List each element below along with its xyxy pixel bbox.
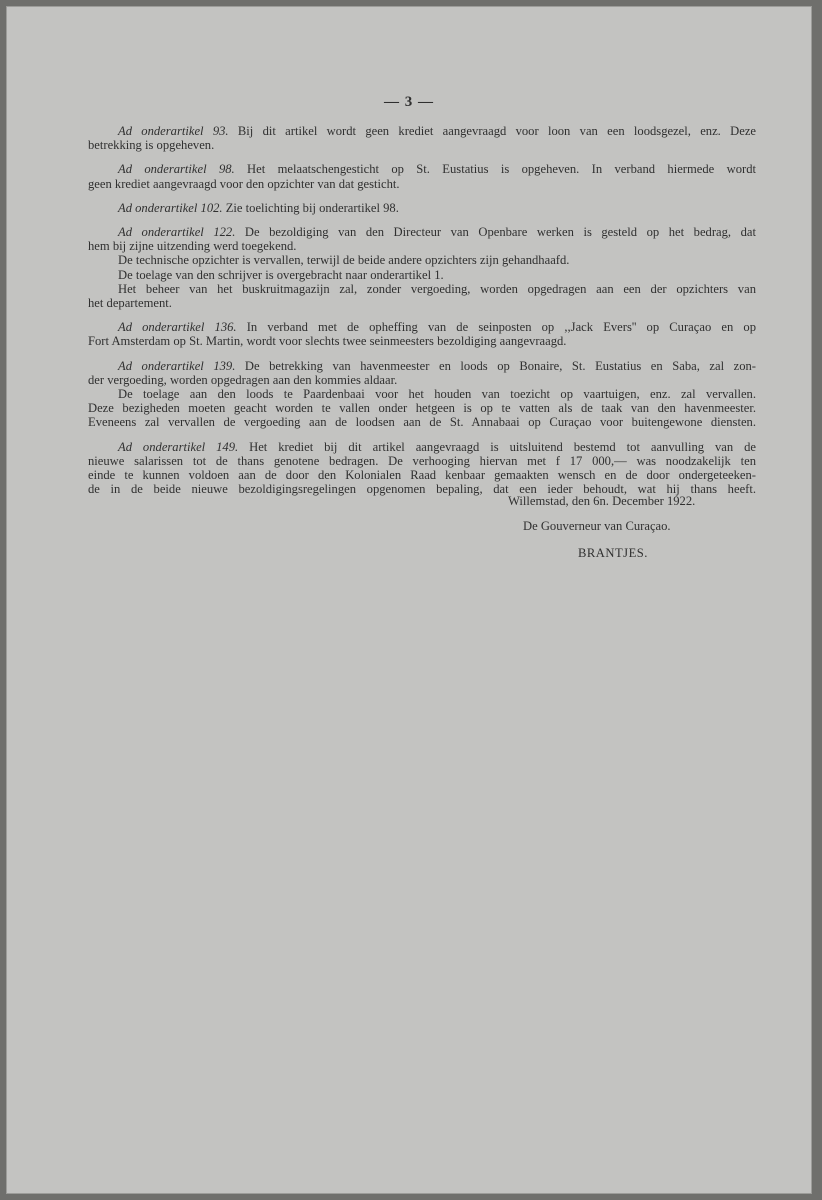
paragraph-139 xyxy=(88,359,756,430)
paragraph-text: Het beheer van het buskruitmagazijn zal, zonder vergoeding, worden opgedragen aan een der opzichters van xyxy=(118,281,756,296)
paragraph-text: Zie toelichting bij onderartikel 98. xyxy=(222,200,399,215)
paragraph-text: het departement. xyxy=(88,296,172,311)
paragraph-text: Het melaatschengesticht op St. Eustatius is opgeheven. In verband hiermede wordt xyxy=(234,162,756,177)
page-number: — 3 — xyxy=(384,94,434,110)
signature-place-date: Willemstad, den 6n. December 1922. xyxy=(508,494,696,508)
article-label: Ad onderartikel 149. xyxy=(118,439,239,454)
paragraph-149 xyxy=(88,440,756,497)
paragraph-text: De betrekking van havenmeester en loods op Bonaire, St. Eustatius en Saba, zal zon- xyxy=(235,358,756,373)
paragraph-136 xyxy=(88,320,756,348)
paragraph-93 xyxy=(88,124,756,152)
paragraph-text: Eveneens zal vervallen de vergoeding aan de loodsen aan de St. Annabaai op Curaçao voor buitengewone diensten. xyxy=(88,415,756,430)
document-body xyxy=(88,124,756,506)
paragraph-text: Deze bezigheden moeten geacht worden te vallen onder hetgeen is op te vatten als de taak van den havenmeester. xyxy=(88,401,756,416)
paragraph-text: Het krediet bij dit artikel aangevraagd is uitsluitend bestemd tot aanvulling van de xyxy=(238,439,756,454)
article-label: Ad onderartikel 93. xyxy=(118,124,229,138)
paragraph-text: geen krediet aangevraagd voor den opzichter van dat gesticht. xyxy=(88,176,400,191)
signature-name: BRANTJES. xyxy=(578,546,648,560)
signature-title: De Gouverneur van Curaçao. xyxy=(523,519,671,533)
paragraph-text: de in de beide nieuwe bezoldigingsregelingen opgenomen bepaling, dat een ieder behoudt, wat hij thans heeft. xyxy=(88,482,756,497)
paragraph-122 xyxy=(88,225,756,310)
article-label: Ad onderartikel 98. xyxy=(118,162,235,177)
paragraph-text: der vergoeding, worden opgedragen aan den kommies aldaar. xyxy=(88,372,398,387)
paragraph-text: nieuwe salarissen tot de thans genotene bedragen. De verhooging hiervan met f 17 000,— was noodzakelijk ten xyxy=(88,453,756,468)
paragraph-text: De toelage aan den loods te Paardenbaai voor het houden van toezicht op vaartuigen, enz. zal vervallen. xyxy=(118,387,756,402)
paragraph-text: De toelage van den schrijver is overgebracht naar onderartikel 1. xyxy=(118,267,444,282)
paragraph-text: Bij dit artikel wordt geen krediet aangevraagd voor loon van een loodsgezel, enz. Deze xyxy=(228,124,756,138)
paragraph-102 xyxy=(88,201,756,215)
paragraph-98 xyxy=(88,162,756,190)
article-label: Ad onderartikel 136. xyxy=(118,320,237,335)
paragraph-text: De technische opzichter is vervallen, terwijl de beide andere opzichters zijn gehandhaafd. xyxy=(118,253,570,268)
paragraph-text: Fort Amsterdam op St. Martin, wordt voor slechts twee seinmeesters bezoldiging aangevraagd. xyxy=(88,334,567,349)
paragraph-text: De bezoldiging van den Directeur van Openbare werken is gesteld op het bedrag, dat xyxy=(235,225,756,240)
article-label: Ad onderartikel 102. xyxy=(118,200,223,215)
paragraph-text: einde te kunnen voldoen aan de door den Kolonialen Raad kenbaar gemaakten wensch en de door ondergeteeken- xyxy=(88,468,756,483)
paragraph-text: In verband met de opheffing van de seinposten op ,,Jack Evers'' op Curaçao en op xyxy=(236,320,756,335)
article-label: Ad onderartikel 122. xyxy=(118,225,236,240)
document-page xyxy=(6,6,812,1194)
article-label: Ad onderartikel 139. xyxy=(118,358,236,373)
paragraph-text: hem bij zijne uitzending werd toegekend. xyxy=(88,239,297,254)
paragraph-text: betrekking is opgeheven. xyxy=(88,138,215,153)
